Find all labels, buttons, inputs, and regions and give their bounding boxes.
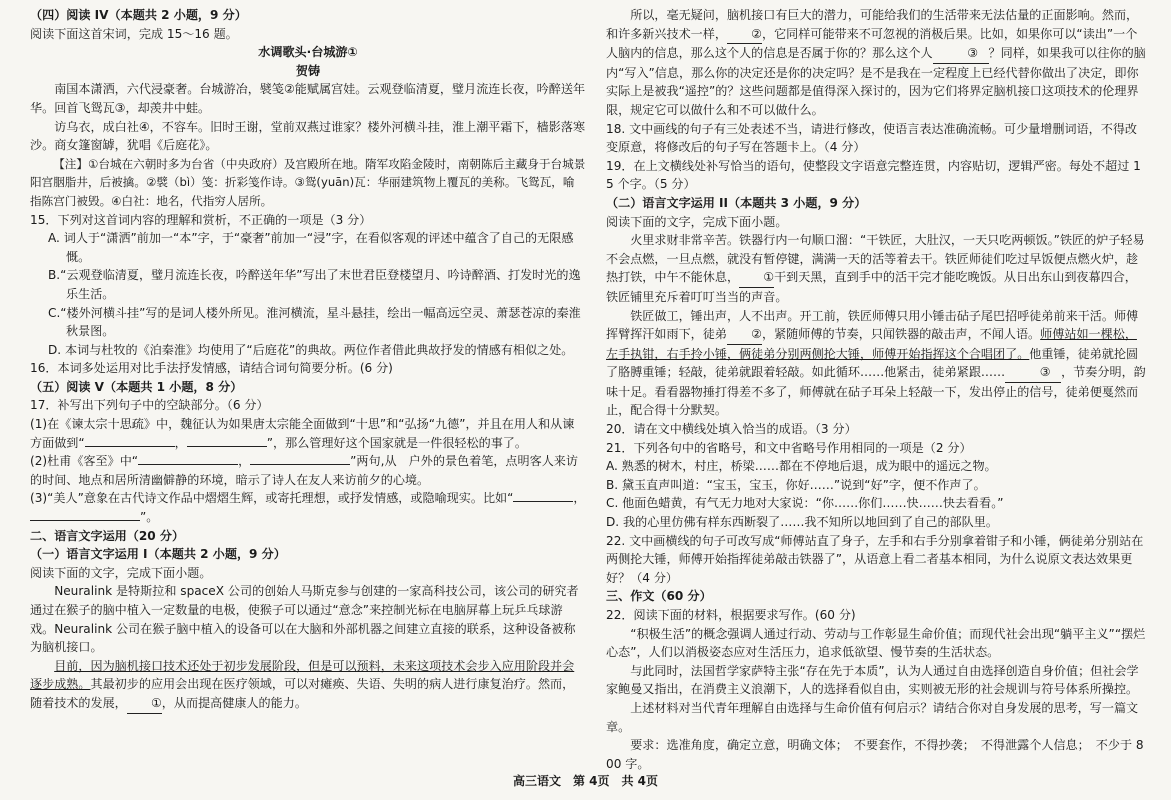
option-15a: A. 词人于“潇洒”前加一“本”字，于“豪奢”前加一“浸”字，在看似客观的评述中蕴含了自己的无限感慨。 bbox=[48, 231, 574, 264]
essay-material-1: “积极生活”的概念强调人通过行动、劳动与工作彰显生命价值；而现代社会出现“躺平主义”“摆烂心态”，人们以消极姿态应对生活压力，追求低欲望、慢节奏的生活状态。 bbox=[606, 626, 1146, 660]
blank-3[interactable]: ③ bbox=[933, 44, 989, 64]
blank-2[interactable]: ② bbox=[727, 25, 762, 45]
left-column bbox=[30, 6, 586, 714]
paragraph-text: 火里求财非常辛苦。铁器行内一句顺口溜：“干铁匠，大肚汉，一天只吃两顿饭。”铁匠的炉子轻易不会点燃，一旦点燃，就没有暂停键，满满一天的活等着去干。铁匠师徒们吃过早饭便点燃火炉，趁热打铁，中午不能休息， bbox=[606, 233, 1145, 285]
question-17-1: (1)在《谏太宗十思疏》中，魏征认为如果唐太宗能全面做到“十思”和“弘扬“九德”，并且在用人和从谏方面做到“ ， ”，那么管理好这个国家就是一件很轻松的事了。 bbox=[30, 417, 575, 450]
subsection-2-title: （二）语言文字运用 II（本题共 3 小题，9 分） bbox=[606, 195, 867, 210]
blank-3[interactable]: ③ bbox=[1005, 363, 1061, 383]
answer-blank[interactable] bbox=[513, 501, 573, 502]
neuralink-paragraph-2 bbox=[30, 657, 586, 714]
blacksmith-paragraph-2 bbox=[606, 307, 1146, 421]
option-21a: A. 熟悉的树木，村庄，桥梁……都在不停地后退，成为眼中的遥远之物。 bbox=[606, 459, 997, 474]
option-15b: B.“云观登临清夏，璧月流连长夜，吟醉送年华”写出了末世君臣登楼望月、吟诗醉酒、打发时光的逸乐生活。 bbox=[48, 268, 581, 301]
question-19: 19．在上文横线处补写恰当的语句，使整段文字语意完整连贯，内容贴切，逻辑严密。每处不超过 15 个字。（5 分） bbox=[606, 158, 1141, 192]
answer-blank[interactable] bbox=[85, 446, 175, 447]
poem-stanza-1: 南国本潇洒，六代浸豪奢。台城游冶，襞笺②能赋属宫娃。云观登临清夏，璧月流连长夜，吟醉送年华。回首飞鸳瓦③，却羡井中蛙。 bbox=[30, 82, 586, 115]
neuralink-text: 其最初步的应用会出现在医疗领域，可以对瘫痪、失语、失明的病人进行康复治疗。然而，随着技术的发展， bbox=[30, 677, 575, 710]
question-22: 22. 文中画横线的句子可改写成“师傅站直了身子，左手和右手分别拿着钳子和小锤，俩徒弟分别站在两侧抡大锤，师傅开始指挥徒弟敲击铁器了”，从语意上看二者基本相同，为什么说原文表达效果更好？（4 分） bbox=[606, 533, 1144, 585]
subsection-1-intro: 阅读下面的文字，完成下面小题。 bbox=[30, 565, 212, 580]
answer-blank[interactable] bbox=[30, 520, 140, 521]
option-15c: C.“楼外河横斗挂”写的是词人楼外所见。淮河横流，星斗悬挂，绘出一幅高远空灵、萧瑟苍凉的秦淮秋景图。 bbox=[48, 305, 581, 339]
option-21c: C. 他面色蜡黄，有气无力地对大家说：“你……你们……快……快去看看。” bbox=[606, 496, 1004, 511]
section-4-title: （四）阅读 IV（本题共 2 小题，9 分） bbox=[30, 8, 247, 22]
question-17-2: (2)杜甫《客至》中“ ， ”两句,从 户外的景色着笔，点明客人来访的时间、地点和居所清幽僻静的环境，暗示了诗人在友人来访前夕的心境。 bbox=[30, 454, 578, 487]
paragraph-text: ，紧随师傅的节奏，只闻铁器的敲击声，不闻人语。 bbox=[761, 327, 1041, 342]
page-footer: 高三语文 第 4页 共 4页 bbox=[512, 774, 659, 788]
section-5-title: （五）阅读 V（本题共 1 小题，8 分） bbox=[30, 379, 243, 394]
subsection-2-intro: 阅读下面的文字，完成下面小题。 bbox=[606, 214, 788, 229]
question-20: 20．请在文中横线处填入恰当的成语。（3 分） bbox=[606, 422, 857, 437]
answer-blank[interactable] bbox=[187, 446, 267, 447]
subsection-1-title: （一）语言文字运用 I（本题共 2 小题，9 分） bbox=[30, 547, 286, 562]
option-15d: D. 本词与杜牧的《泊秦淮》均使用了“后庭花”的典故。两位作者借此典故抒发的情感有相似之处。 bbox=[48, 342, 574, 357]
q17-2-text-b: ”两句,从 户外的景色着笔，点明客人来访的时间、地点和居所清幽僻静的环境，暗示了诗人在友人来访前夕的心境。 bbox=[30, 454, 578, 487]
essay-requirements: 要求：选准角度，确定立意，明确文体； 不要套作，不得抄袭； 不得泄露个人信息； 不少于 800 字。 bbox=[606, 738, 1144, 771]
answer-blank[interactable] bbox=[250, 464, 350, 465]
blank-1[interactable]: ① bbox=[739, 268, 774, 288]
part-2-title: 二、语言文字运用（20 分） bbox=[30, 528, 185, 543]
q17-3-text-b: ”。 bbox=[140, 510, 159, 525]
neuralink-text-end: ，从而提高健康人的能力。 bbox=[161, 695, 307, 710]
paragraph-text: ，它同样可能带来不可忽视的消极后果。比如，如果你可以“读出”一个人脑内的信息，那么这个人的信息是否属于你的？那么这个人 bbox=[606, 26, 1138, 61]
question-17: 17．补写出下列句子中的空缺部分。（6 分） bbox=[30, 398, 269, 413]
underlined-sentence: 目前，因为脑机接口技术还处于初步发展阶段，但是可以预料，未来这项技术会步入应用阶段并会逐步成熟。 bbox=[30, 658, 575, 692]
neuralink-paragraph-1: Neuralink 是特斯拉和 spaceX 公司的创始人马斯克参与创建的一家高科技公司，该公司的研究者通过在猴子的脑中植入一定数量的电极，使猴子可以通过“意念”来控制光标在电脑屏幕上玩乒乓球游戏。Neuralink 公司在猴子脑中植入的设备可以在大脑和外部机器之间建立直接的联系，这种设备被称为脑机接口。 bbox=[30, 584, 579, 655]
blank-1[interactable]: ① bbox=[127, 694, 162, 714]
paragraph-text: 所以，毫无疑问，脑机接口有巨大的潜力，可能给我们的生活带来无法估量的正面影响。然而，和许多新兴技术一样， bbox=[606, 8, 1139, 41]
paragraph-text: 干到天黑，直到手中的活干完才能吃晚饭。从日出东山到夜幕四合，铁匠铺里充斥着叮叮当当的声音。 bbox=[606, 270, 1137, 304]
q17-1-text-b: ”，那么管理好这个国家就是一件很轻松的事了。 bbox=[266, 435, 527, 450]
question-16: 16．本词多处运用对比手法抒发情感，请结合词句简要分析。(6 分) bbox=[30, 361, 393, 376]
underlined-sentence: 师傅站如一棵松，左手执钳，右手拎小锤，俩徒弟分别两侧抡大锤，师傅开始指挥这个合唱团了。 bbox=[606, 327, 1137, 361]
essay-material-2: 与此同时，法国哲学家萨特主张“存在先于本质”，认为人通过自由选择创造自身价值；但社会学家鲍曼又指出，在消费主义浪潮下，人的选择看似自由，实则被无形的社会规训与符号体系所操控。 bbox=[606, 663, 1139, 697]
q17-3-text-a: (3)“美人”意象在古代诗文作品中熠熠生辉，或寄托理想，或抒发情感，或隐喻现实。比如“ bbox=[30, 491, 514, 506]
essay-material-3: 上述材料对当代青年理解自由选择与生命价值有何启示？请结合你对自身发展的思考，写一篇文章。 bbox=[606, 700, 1139, 734]
paragraph-text: ？同样，如果我可以往你的脑内“写入”信息，那么你的决定还是你的决定吗？是不是我在一定程度上已经代替你做出了决定，即你实际上是被我“遥控”的？这些问题都是值得深入探讨的，因为它们将界定脑机接口这项技术的伦理界限，规定它可以做什么和不可以做什么。 bbox=[606, 46, 1146, 117]
blacksmith-paragraph-1 bbox=[606, 231, 1146, 306]
section-4-intro: 阅读下面这首宋词，完成 15～16 题。 bbox=[30, 26, 238, 41]
essay-question: 22．阅读下面的材料，根据要求写作。(60 分) bbox=[606, 608, 856, 622]
poem-title: 水调歌头·台城游① bbox=[258, 45, 358, 60]
neuralink-paragraph-3 bbox=[606, 6, 1146, 120]
q17-1-text-a: (1)在《谏太宗十思疏》中，魏征认为如果唐太宗能全面做到“十思”和“弘扬“九德”，并且在用人和从谏方面做到“ bbox=[30, 417, 575, 450]
question-15: 15．下列对这首词内容的理解和赏析，不正确的一项是（3 分） bbox=[30, 212, 372, 227]
option-21d: D. 我的心里仿佛有样东西断裂了……我不知所以地回到了自己的部队里。 bbox=[606, 515, 998, 530]
question-17-3: (3)“美人”意象在古代诗文作品中熠熠生辉，或寄托理想，或抒发情感，或隐喻现实。比如“ ，”。 bbox=[30, 491, 586, 525]
question-21: 21．下列各句中的省略号，和文中省略号作用相同的一项是（2 分） bbox=[606, 440, 972, 455]
right-column bbox=[606, 6, 1146, 773]
paragraph-text: ，节奏分明，韵味十足。看看器物捶打得差不多了，师傅就在砧子耳朵上轻敲一下，发出停止的信号，徒弟便戛然而止，配合得十分默契。 bbox=[606, 365, 1146, 418]
paragraph-text: 铁匠做工，锤出声，人不出声。开工前，铁匠师傅只用小锤击砧子尾巴招呼徒弟前来干活。师傅挥臂挥汗如雨下，徒弟 bbox=[606, 308, 1139, 342]
answer-blank[interactable] bbox=[138, 464, 238, 465]
poem-notes: 【注】①台城在六朝时多为台省（中央政府）及宫殿所在地。隋军攻陷金陵时，南朝陈后主藏身于台城景阳宫胭脂井，后被擒。②襞（bì）笺：折彩笺作诗。③鸳(yuān)瓦：华丽建筑物上覆瓦的美称。飞鸳瓦，喻指陈宫门被毁。④白社：地名，代指穷人居所。 bbox=[30, 156, 586, 208]
poem-stanza-2: 访乌衣，成白社④，不容车。旧时王谢，堂前双燕过谁家？楼外河横斗挂，淮上潮平霜下，樯影落寒沙。商女篷窗罅，犹唱《后庭花》。 bbox=[30, 119, 586, 153]
part-3-title: 三、作文（60 分） bbox=[606, 589, 712, 604]
option-21b: B. 黛玉直声叫道：“宝玉，宝玉，你好……”说到“好”字，便不作声了。 bbox=[606, 477, 986, 492]
q17-2-text-a: (2)杜甫《客至》中“ bbox=[30, 454, 139, 469]
question-18: 18. 文中画线的句子有三处表述不当，请进行修改，使语言表达准确流畅。可少量增删词语，不得改变原意，将修改后的句子写在答题卡上。（4 分） bbox=[606, 121, 1138, 155]
poem-author: 贺铸 bbox=[295, 63, 321, 78]
blank-2[interactable]: ② bbox=[727, 325, 762, 345]
paragraph-text: 他重锤，徒弟就抡圆了胳膊重锤；轻敲，徒弟就跟着轻敲。如此循环……他紧击，徒弟紧跟…… bbox=[606, 346, 1139, 380]
